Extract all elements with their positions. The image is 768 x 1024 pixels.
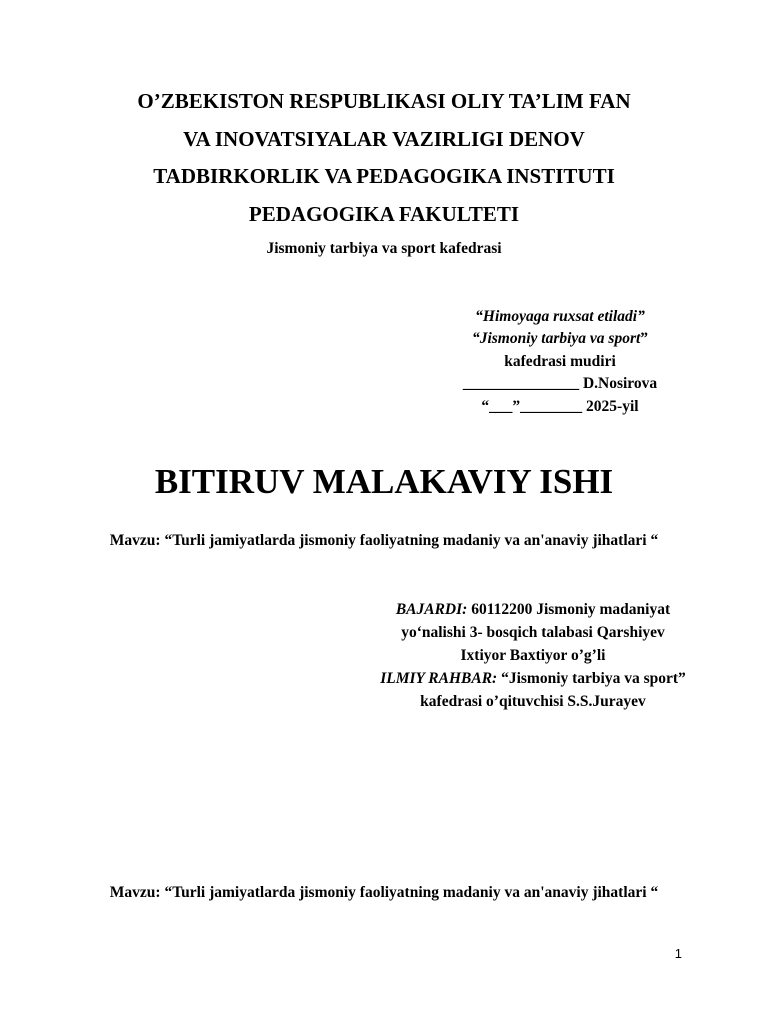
supervisor-role: ILMIY RAHBAR: — [380, 670, 498, 687]
performer-role: BAJARDI: — [395, 601, 468, 618]
approval-signature-line: _______________ D.Nosirova — [462, 375, 658, 392]
author-info-block — [380, 598, 686, 713]
approval-head-title: kafedrasi mudiri — [504, 353, 616, 370]
institution-line-2: VA INOVATSIYALAR VAZIRLIGI DENOV — [183, 127, 585, 151]
faculty-line: PEDAGOGIKA FAKULTETI — [248, 202, 520, 226]
institution-line-1: O’ZBEKISTON RESPUBLIKASI OLIY TA’LIM FAN — [137, 89, 631, 113]
supervisor-info — [380, 667, 686, 713]
institution-line-3: TADBIRKORLIK VA PEDAGOGIKA INSTITUTI — [153, 164, 615, 188]
performer-info — [380, 598, 686, 667]
approval-department — [400, 328, 720, 350]
approval-permission: “Himoyaga ruxsat etiladi” — [475, 308, 645, 325]
approval-department-italic: “Jismoniy tarbiya va sport — [471, 330, 641, 347]
document-title: BITIRUV MALAKAVIY ISHI — [154, 462, 614, 501]
performer-details: 60112200 Jismoniy madaniyat yo‘nalishi 3- bosqich talabasi Qarshiyev Ixtiyor Baxtiyor o’g’li — [401, 601, 671, 664]
page-number: 1 — [674, 946, 682, 961]
approval-department-quote: ” — [640, 330, 649, 347]
supervisor-details: “Jismoniy tarbiya va sport” kafedrasi o’qituvchisi S.S.Jurayev — [420, 670, 686, 710]
department-name: Jismoniy tarbiya va sport kafedrasi — [266, 240, 502, 257]
topic-text-repeat: Mavzu: “Turli jamiyatlarda jismoniy faoliyatning madaniy va an'anaviy jihatlari “ — [109, 884, 659, 901]
topic-text: Mavzu: “Turli jamiyatlarda jismoniy faoliyatning madaniy va an'anaviy jihatlari “ — [109, 532, 659, 549]
approval-date-line: “___”________ 2025-yil — [481, 398, 639, 415]
